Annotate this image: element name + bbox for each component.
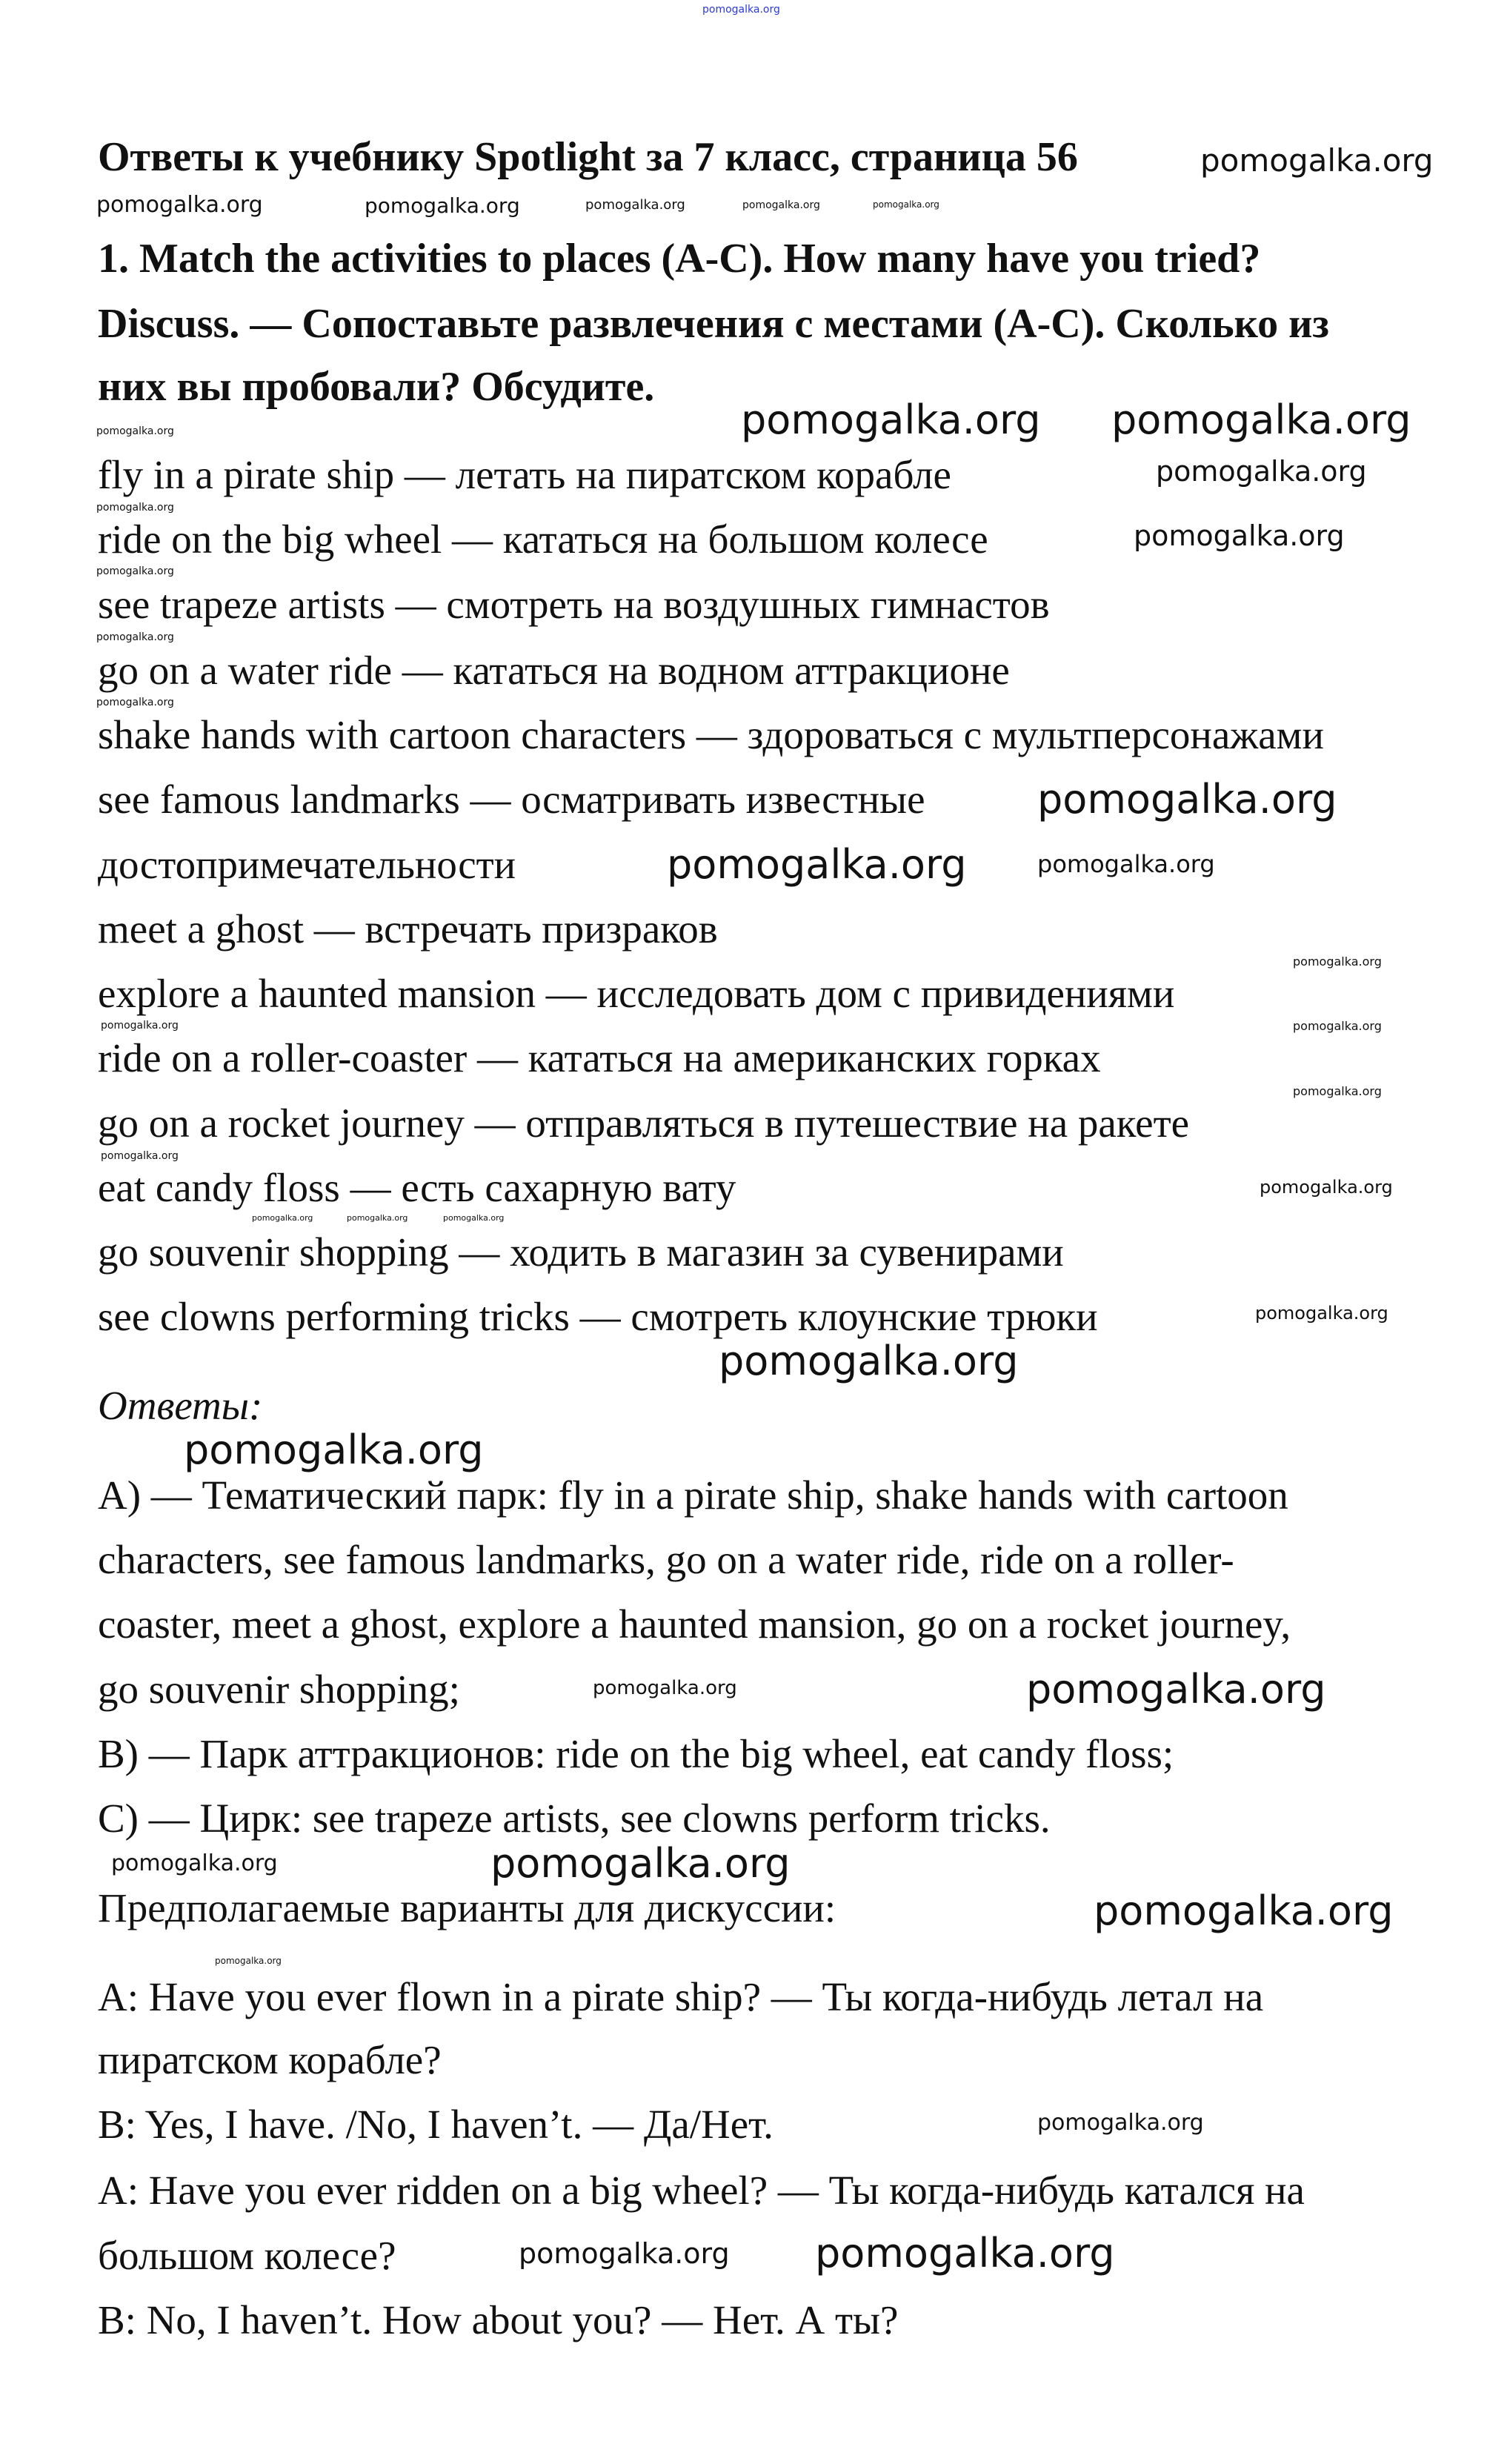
watermark: pomogalka.org	[719, 1338, 1019, 1384]
activity-item: fly in a pirate ship — летать на пиратском корабле	[98, 452, 951, 497]
watermark[interactable]: pomogalka.org	[702, 4, 780, 16]
watermark: pomogalka.org	[1111, 396, 1411, 443]
discussion-line: A: Have you ever flown in a pirate ship? — Ты когда-нибудь летал на	[98, 1974, 1264, 2019]
watermark: pomogalka.org	[815, 2230, 1115, 2277]
activity-item: meet a ghost — встречать призраков	[98, 906, 718, 952]
activity-item: ride on the big wheel — кататься на большом колесе	[98, 517, 988, 562]
discussion-line: большом колесе?	[98, 2233, 396, 2278]
watermark: pomogalka.org	[1293, 1019, 1382, 1033]
watermark: pomogalka.org	[1293, 954, 1382, 969]
watermark: pomogalka.org	[490, 1840, 791, 1887]
activity-item: ride on a roller-coaster — кататься на американских горках	[98, 1035, 1101, 1080]
activity-item: eat candy floss — есть сахарную вату	[98, 1165, 736, 1210]
answer-line: characters, see famous landmarks, go on a water ride, ride on a roller-	[98, 1537, 1234, 1582]
watermark: pomogalka.org	[101, 1020, 179, 1032]
watermark: pomogalka.org	[593, 1677, 737, 1699]
watermark: pomogalka.org	[215, 1956, 282, 1966]
discussion-heading: Предполагаемые варианты для дискуссии:	[98, 1885, 836, 1930]
activity-item: see famous landmarks — осматривать известные	[98, 777, 925, 822]
watermark: pomogalka.org	[1037, 776, 1337, 823]
watermark: pomogalka.org	[96, 502, 174, 514]
watermark: pomogalka.org	[741, 396, 1041, 443]
watermark: pomogalka.org	[519, 2237, 730, 2270]
answer-line: go souvenir shopping;	[98, 1667, 460, 1712]
watermark: pomogalka.org	[1156, 455, 1367, 488]
activity-item: see clowns performing tricks — смотреть клоунские трюки	[98, 1294, 1098, 1339]
watermark: pomogalka.org	[365, 193, 520, 218]
answer-line: C) — Цирк: see trapeze artists, see clowns perform tricks.	[98, 1796, 1051, 1841]
watermark: pomogalka.org	[443, 1213, 505, 1223]
question-line: них вы пробовали? Обсудите.	[98, 364, 655, 410]
activity-item: достопримечательности	[98, 842, 516, 887]
watermark: pomogalka.org	[1037, 2110, 1204, 2136]
watermark: pomogalka.org	[96, 565, 174, 577]
watermark: pomogalka.org	[1293, 1084, 1382, 1098]
activity-item: see trapeze artists — смотреть на воздушных гимнастов	[98, 582, 1050, 627]
watermark: pomogalka.org	[742, 199, 820, 211]
watermark: pomogalka.org	[585, 197, 685, 213]
watermark: pomogalka.org	[1026, 1666, 1326, 1713]
watermark: pomogalka.org	[111, 1850, 278, 1876]
discussion-line: пиратском корабле?	[98, 2037, 442, 2082]
activity-item: go on a rocket journey — отправляться в путешествие на ракете	[98, 1100, 1190, 1146]
answer-line: B) — Парк аттракционов: ride on the big wheel, eat candy floss;	[98, 1731, 1174, 1776]
activity-item: go souvenir shopping — ходить в магазин за сувенирами	[98, 1229, 1064, 1275]
discussion-line: B: Yes, I have. /No, I haven’t. — Да/Нет.	[98, 2102, 774, 2147]
answers-heading: Ответы:	[98, 1383, 263, 1428]
answer-line: A) — Тематический парк: fly in a pirate ship, shake hands with cartoon	[98, 1472, 1288, 1518]
watermark: pomogalka.org	[1260, 1177, 1393, 1198]
watermark: pomogalka.org	[1094, 1887, 1394, 1934]
watermark: pomogalka.org	[1200, 142, 1434, 179]
watermark: pomogalka.org	[347, 1213, 408, 1223]
discussion-line: A: Have you ever ridden on a big wheel? — Ты когда-нибудь катался на	[98, 2168, 1305, 2213]
activity-item: explore a haunted mansion — исследовать дом с привидениями	[98, 971, 1175, 1016]
answer-line: coaster, meet a ghost, explore a haunted mansion, go on a rocket journey,	[98, 1601, 1291, 1647]
watermark: pomogalka.org	[101, 1150, 179, 1162]
watermark: pomogalka.org	[1037, 850, 1215, 878]
question-line: Discuss. — Сопоставьте развлечения с местами (A-C). Сколько из	[98, 301, 1329, 347]
watermark: pomogalka.org	[873, 199, 939, 210]
question-line: 1. Match the activities to places (A-C). How many have you tried?	[98, 236, 1261, 282]
watermark: pomogalka.org	[1255, 1303, 1388, 1324]
watermark: pomogalka.org	[252, 1213, 313, 1223]
activity-item: go on a water ride — кататься на водном аттракционе	[98, 648, 1010, 693]
watermark: pomogalka.org	[96, 697, 174, 708]
watermark: pomogalka.org	[96, 425, 174, 437]
watermark: pomogalka.org	[184, 1427, 484, 1473]
discussion-line: B: No, I haven’t. How about you? — Нет. А ты?	[98, 2297, 899, 2342]
watermark: pomogalka.org	[96, 192, 263, 218]
watermark: pomogalka.org	[96, 631, 174, 643]
watermark: pomogalka.org	[667, 841, 967, 888]
page-title: Ответы к учебнику Spotlight за 7 класс, страница 56	[98, 134, 1078, 180]
watermark: pomogalka.org	[1134, 519, 1345, 552]
activity-item: shake hands with cartoon characters — здороваться с мультперсонажами	[98, 712, 1324, 757]
